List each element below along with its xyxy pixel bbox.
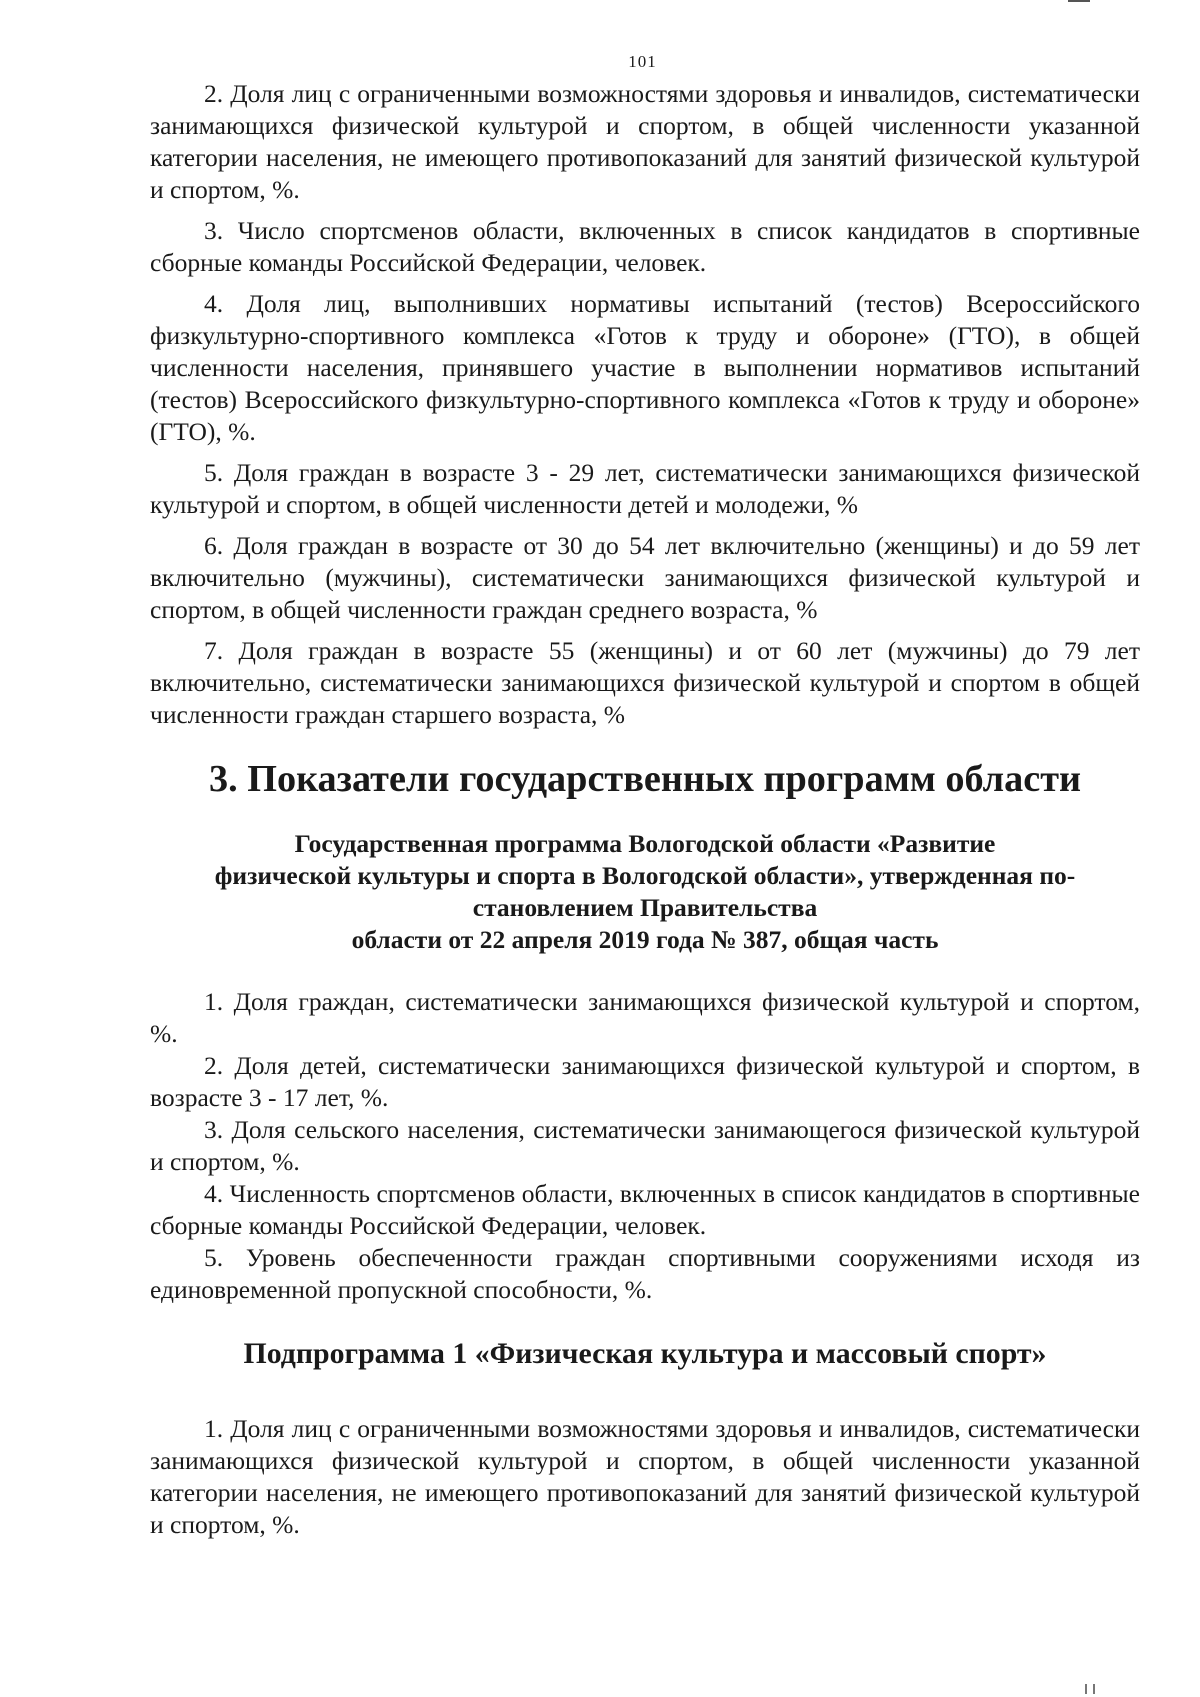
list-item: 7. Доля граждан в возрасте 55 (женщины) и от 60 лет (мужчины) до 79 лет включительно, систематически занимающихся физической культурой и спортом в общей численности граждан старшего возраста, % [150,636,1140,729]
scan-mark-bottom [1085,1684,1095,1694]
list-item: 4. Доля лиц, выполнивших нормативы испытаний (тестов) Всероссийского физкультурно-спортивного комплекса «Готов к труду и обороне» (ГТО), в общей численности населения, принявшего участие в выполнении нормативов испытаний (тестов) Всероссийского физкультурно-спортивного комплекса «Готов к труду и обороне» (ГТО), %. [150,289,1140,446]
program-indicator-list [150,986,1140,1306]
program-heading [150,828,1140,956]
program-heading-line: физической культуры и спорта в Вологодской области», утвержденная по- [214,861,1076,890]
list-item: 3. Число спортсменов области, включенных в список кандидатов в спортивные сборные команды Российской Федерации, человек. [150,216,1140,277]
list-item: 1. Доля лиц с ограниченными возможностями здоровья и инвалидов, систематически занимающихся физической культурой и спортом, в общей численности указанной категории населения, не имеющего противопоказаний для занятий физической культурой и спортом, %. [150,1414,1140,1539]
list-item: 4. Численность спортсменов области, включенных в список кандидатов в спортивные сборные команды Российской Федерации, человек. [150,1179,1140,1240]
list-item: 5. Доля граждан в возрасте 3 - 29 лет, систематически занимающихся физической культурой и спортом, в общей численности детей и молодежи, % [150,458,1140,519]
scan-mark-top [1068,0,1090,8]
section-heading: 3. Показатели государственных программ области [208,758,1082,800]
list-item: 5. Уровень обеспеченности граждан спортивными сооружениями исходя из единовременной пропускной способности, %. [150,1243,1140,1304]
list-item: 1. Доля граждан, систематически занимающихся физической культурой и спортом, %. [150,987,1140,1048]
list-item: 2. Доля лиц с ограниченными возможностями здоровья и инвалидов, систематически занимающихся физической культурой и спортом, в общей численности указанной категории населения, не имеющего противопоказаний для занятий физической культурой и спортом, %. [150,79,1140,204]
list-item: 6. Доля граждан в возрасте от 30 до 54 лет включительно (женщины) и до 59 лет включительно (мужчины), систематически занимающихся физической культурой и спортом, в общей численности граждан среднего возраста, % [150,531,1140,624]
program-heading-line: области от 22 апреля 2019 года № 387, общая часть [351,925,939,954]
program-heading-line: становлением Правительства [472,893,818,922]
subprogram-heading: Подпрограмма 1 «Физическая культура и массовый спорт» [243,1337,1047,1370]
page-number: 101 [628,52,657,71]
program-heading-line: Государственная программа Вологодской области «Развитие [294,829,996,858]
list-item: 2. Доля детей, систематически занимающихся физической культурой и спортом, в возрасте 3 - 17 лет, %. [150,1051,1140,1112]
list-item: 3. Доля сельского населения, систематически занимающегося физической культурой и спортом, %. [150,1115,1140,1176]
subprogram-indicator-list [150,1413,1140,1541]
document-body [150,78,1140,1550]
indicator-list-top [150,78,1140,731]
